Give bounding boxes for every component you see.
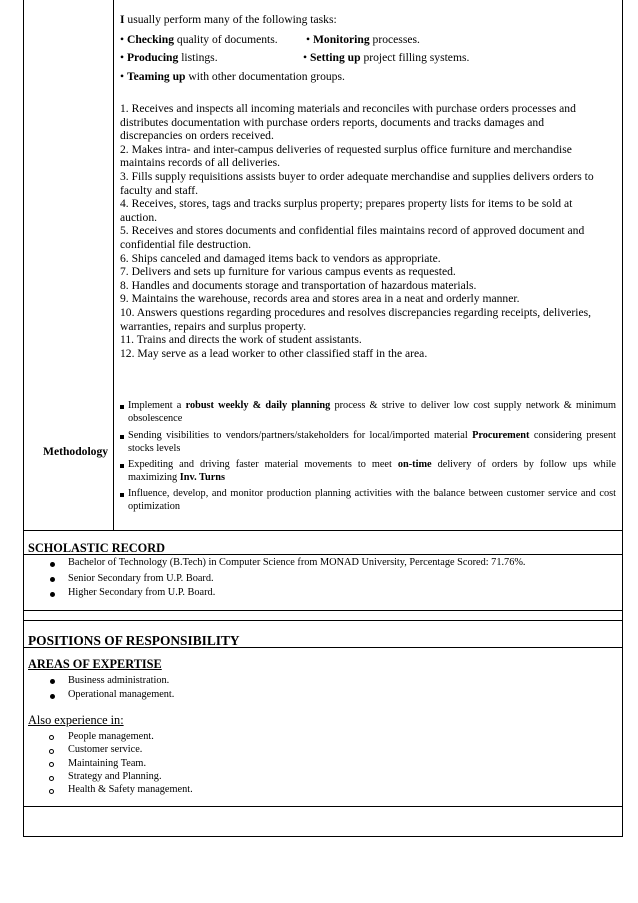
scholastic-item: Higher Secondary from U.P. Board. bbox=[68, 587, 216, 598]
rule-4 bbox=[23, 620, 623, 621]
rule-7 bbox=[23, 836, 623, 837]
duty-line: discrepancies on orders received. bbox=[120, 129, 274, 143]
methodology-item-1: Implement a robust weekly & daily planning process & strive to deliver low cost supply network & minimum obsolescence bbox=[128, 400, 617, 424]
bullet-dot bbox=[50, 679, 55, 684]
methodology-item-4: Influence, develop, and monitor production planning activities with the balance between customer service and cost optimization bbox=[128, 488, 616, 512]
bullet-dot bbox=[50, 694, 55, 699]
also-item: Strategy and Planning. bbox=[68, 771, 162, 782]
bullet-circle bbox=[49, 762, 54, 767]
also-heading: Also experience in: bbox=[28, 713, 124, 727]
rule-1 bbox=[23, 530, 623, 531]
bullet-circle bbox=[49, 776, 54, 781]
expertise-item: Operational management. bbox=[68, 689, 175, 700]
frame-right bbox=[622, 0, 623, 836]
duty-line: 9. Maintains the warehouse, records area and stores area in a neat and orderly manner. bbox=[120, 292, 520, 306]
duty-line: faculty and staff. bbox=[120, 183, 199, 197]
methodology-item-2: Sending visibilities to vendors/partners/stakeholders for local/imported material Procurement considering present stocks levels bbox=[128, 430, 616, 454]
duty-line: maintains records of all deliveries. bbox=[120, 156, 281, 170]
rule-6 bbox=[23, 806, 623, 807]
rule-3 bbox=[23, 610, 623, 611]
scholastic-heading: SCHOLASTIC RECORD bbox=[28, 541, 166, 555]
scholastic-item: Senior Secondary from U.P. Board. bbox=[68, 573, 214, 584]
duties-list bbox=[120, 102, 594, 360]
methodology-label: Methodology bbox=[43, 445, 109, 458]
also-item: People management. bbox=[68, 731, 154, 742]
bullet-square bbox=[120, 435, 124, 439]
duty-line: auction. bbox=[120, 210, 158, 224]
intro-lead: I usually perform many of the following tasks: bbox=[120, 13, 337, 26]
methodology-item-3: Expediting and driving faster material movements to meet on-time delivery of orders by follow ups while maximizing Inv. Turns bbox=[128, 459, 616, 483]
duty-line: 3. Fills supply requisitions assists buyer to order adequate merchandise and supplies delivers orders to bbox=[120, 169, 594, 183]
duty-line: 4. Receives, stores, tags and tracks surplus property; prepares property lists for items to be sold at bbox=[120, 197, 573, 211]
also-item: Health & Safety management. bbox=[68, 784, 193, 795]
duty-line: 12. May serve as a lead worker to other classified staff in the area. bbox=[120, 346, 428, 360]
bullet-square bbox=[120, 493, 124, 497]
duty-line: 8. Handles and documents storage and transportation of hazardous materials. bbox=[120, 278, 477, 292]
bullet-square bbox=[120, 405, 124, 409]
expertise-item: Business administration. bbox=[68, 675, 170, 686]
duty-line: 6. Ships canceled and damaged items back to vendors as appropriate. bbox=[120, 251, 441, 265]
bullet-dot bbox=[50, 562, 55, 567]
also-item: Maintaining Team. bbox=[68, 758, 147, 769]
duty-line: 7. Delivers and sets up furniture for various campus events as requested. bbox=[120, 265, 456, 279]
intro-bullet-3: • Producing listings. bbox=[120, 51, 218, 64]
also-item: Customer service. bbox=[68, 744, 143, 755]
positions-heading: POSITIONS OF RESPONSIBILITY bbox=[28, 633, 240, 648]
duty-line: confidential file destruction. bbox=[120, 237, 252, 251]
intro-bullet-2: • Monitoring processes. bbox=[306, 33, 420, 46]
duty-line: 5. Receives and stores documents and confidential files maintains record of approved document and bbox=[120, 224, 585, 238]
bullet-circle bbox=[49, 735, 54, 740]
duty-line: 10. Answers questions regarding procedures and resolves discrepancies regarding receipts, deliveries, bbox=[120, 305, 592, 319]
inner-divider bbox=[113, 0, 114, 530]
bullet-circle bbox=[49, 789, 54, 794]
duty-line: 2. Makes intra- and inter-campus deliveries of requested surplus office furniture and merchandise bbox=[120, 142, 572, 156]
duty-line: 1. Receives and inspects all incoming materials and reconciles with purchase orders processes and bbox=[120, 102, 576, 115]
bullet-dot bbox=[50, 592, 55, 597]
expertise-heading: AREAS OF EXPERTISE bbox=[28, 657, 162, 671]
duty-line: 11. Trains and directs the work of student assistants. bbox=[120, 333, 362, 347]
duty-line: warranties, repairs and surplus property. bbox=[120, 319, 306, 333]
intro-bullet-4: • Setting up project filling systems. bbox=[303, 51, 470, 64]
duty-line: distributes documentation with purchase orders reports, documents and tracks damages and bbox=[120, 115, 545, 129]
intro-bullet-5: • Teaming up with other documentation groups. bbox=[120, 70, 345, 83]
bullet-square bbox=[120, 464, 124, 468]
intro-bullet-1: • Checking quality of documents. bbox=[120, 33, 278, 46]
scholastic-item: Bachelor of Technology (B.Tech) in Computer Science from MONAD University, Percentage Scored: 71.76%. bbox=[68, 557, 526, 568]
bullet-dot bbox=[50, 577, 55, 582]
frame-left bbox=[23, 0, 24, 836]
bullet-circle bbox=[49, 749, 54, 754]
